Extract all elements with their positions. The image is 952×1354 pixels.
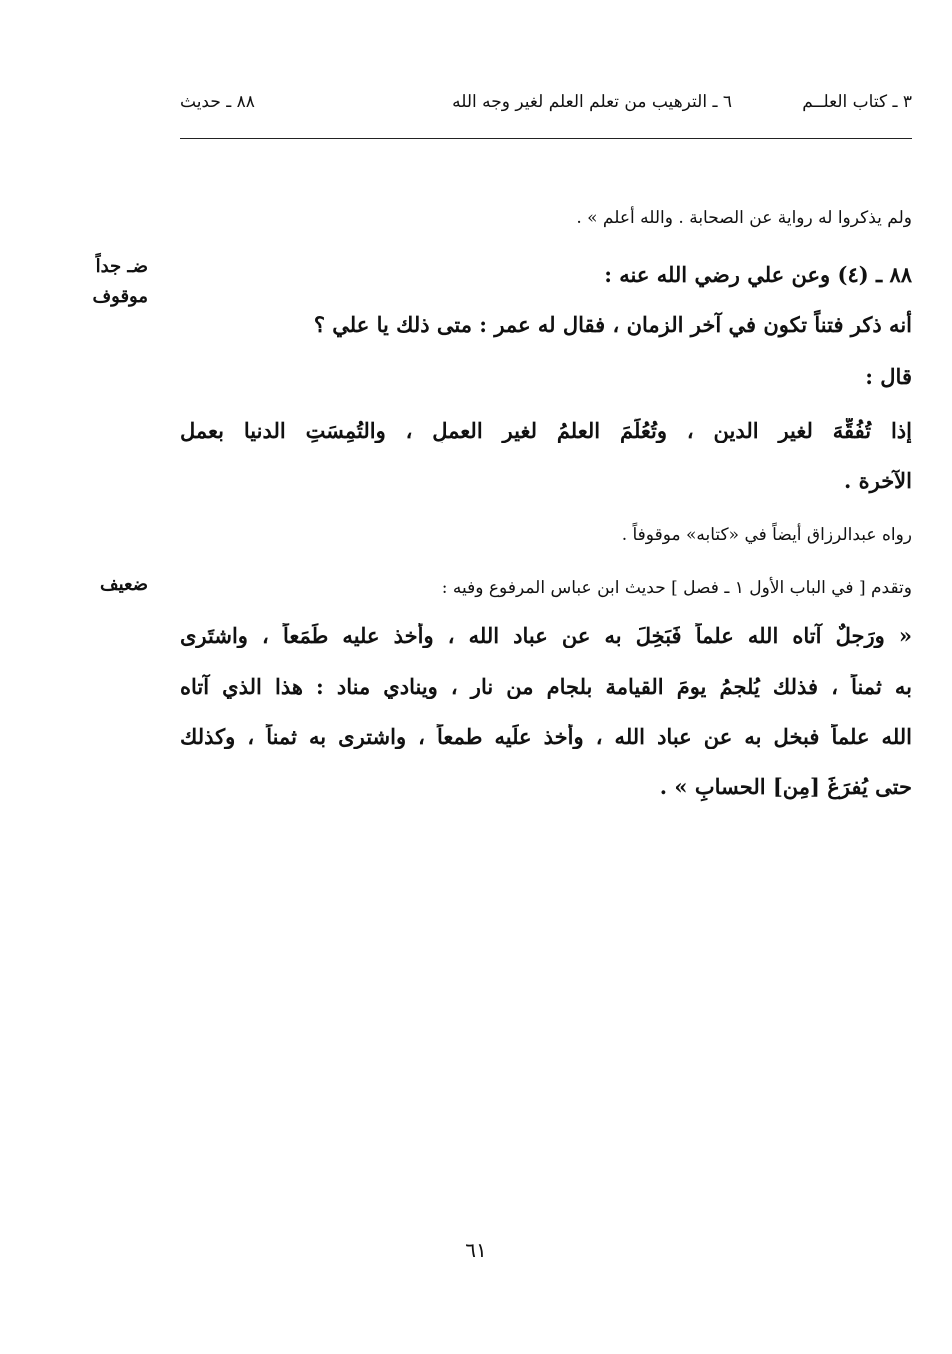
quote-line-1: « ورَجلٌ آتاه الله علماً فَبَخِلَ به عن عباد الله ، وأخذ عليه طَمَعاً ، واشتَرى bbox=[180, 623, 912, 648]
header-section-title: ٦ ـ الترهيب من تعلم العلم لغير وجه الله bbox=[452, 92, 732, 112]
page-number: ٦١ bbox=[465, 1238, 487, 1262]
quote-line-4: حتى يُفرَغَ [مِن] الحسابِ » . bbox=[659, 774, 912, 799]
running-header bbox=[180, 92, 912, 122]
grading-note-1-line-2: موقوف bbox=[92, 286, 148, 307]
text-line-5: إذا تُفُقِّهَ لغيرِ الدين ، وتُعُلِّمَ العلمُ لغير العملِ ، والتُمِسَتِ الدنيا بعمل bbox=[180, 418, 912, 443]
text-line-6: الآخرة . bbox=[843, 468, 912, 493]
cross-reference-line: وتقدم [ في الباب الأول ١ ـ فصل ] حديث ابن عباس المرفوع وفيه : bbox=[441, 578, 912, 598]
header-divider bbox=[180, 138, 912, 139]
text-line-4: قال : bbox=[865, 364, 912, 389]
hadith-intro-line: ٨٨ ـ (٤) وعن علي رضي الله عنه : bbox=[604, 262, 912, 287]
grading-note-1-line-1: ضـ جداً bbox=[95, 256, 148, 277]
text-line-1: ولم يذكروا له رواية عن الصحابة . والله أعلم » . bbox=[576, 208, 912, 228]
source-note-line: رواه عبدالرزاق أيضاً في «كتابه» موقوفاً . bbox=[621, 525, 912, 545]
grading-note-1 bbox=[58, 252, 148, 312]
header-hadith-number: ٨٨ ـ حديث bbox=[180, 92, 255, 112]
header-chapter-title: ٣ ـ كتاب العلــم bbox=[802, 92, 912, 112]
text-line-3: أنه ذكر فتناً تكون في آخر الزمان ، فقال له عمر : متى ذلك يا علي ؟ bbox=[313, 312, 912, 337]
grading-note-2: ضعيف bbox=[99, 574, 148, 595]
quote-line-3: الله علماً فبخل به عن عباد الله ، وأخذ علَيه طمعاً ، واشترى به ثمناً ، وكذلك bbox=[180, 724, 912, 749]
quote-line-2: به ثمناً ، فذلك يُلجمُ يومَ القيامة بلجام من نار ، وينادي مناد : هذا الذي آتاه bbox=[180, 674, 912, 699]
